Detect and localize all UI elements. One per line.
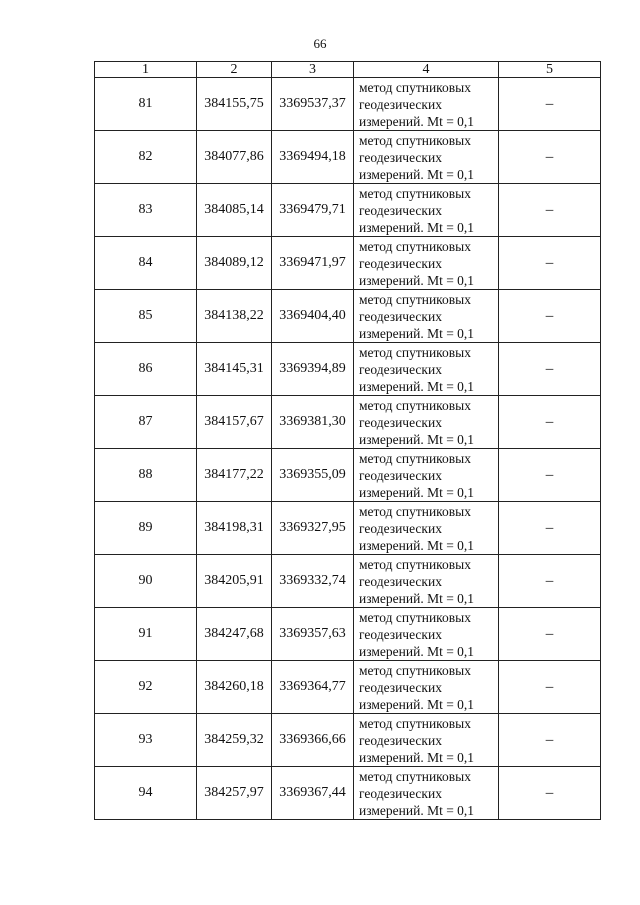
table-row bbox=[95, 502, 601, 555]
method-line: геодезических bbox=[359, 202, 442, 218]
column-5-cell: – bbox=[499, 661, 601, 714]
method-line: измерений. Mt = 0,1 bbox=[359, 484, 475, 500]
point-number-cell: 91 bbox=[95, 608, 197, 661]
y-coordinate-cell: 3369479,71 bbox=[272, 184, 354, 237]
method-cell bbox=[354, 661, 499, 714]
point-number-cell: 86 bbox=[95, 343, 197, 396]
method-cell bbox=[354, 237, 499, 290]
method-line: измерений. Mt = 0,1 bbox=[359, 166, 475, 182]
method-line: метод спутниковых bbox=[359, 715, 471, 731]
table-row bbox=[95, 184, 601, 237]
x-coordinate-cell: 384198,31 bbox=[197, 502, 272, 555]
x-coordinate-cell: 384260,18 bbox=[197, 661, 272, 714]
point-number-cell: 84 bbox=[95, 237, 197, 290]
column-5-cell: – bbox=[499, 290, 601, 343]
method-line: метод спутниковых bbox=[359, 344, 471, 360]
method-line: геодезических bbox=[359, 626, 442, 642]
header-col-3: 3 bbox=[272, 62, 354, 78]
method-line: измерений. Mt = 0,1 bbox=[359, 113, 475, 129]
method-cell bbox=[354, 396, 499, 449]
x-coordinate-cell: 384089,12 bbox=[197, 237, 272, 290]
x-coordinate-cell: 384157,67 bbox=[197, 396, 272, 449]
point-number-cell: 89 bbox=[95, 502, 197, 555]
method-cell bbox=[354, 78, 499, 131]
method-line: измерений. Mt = 0,1 bbox=[359, 802, 475, 818]
x-coordinate-cell: 384085,14 bbox=[197, 184, 272, 237]
x-coordinate-cell: 384138,22 bbox=[197, 290, 272, 343]
point-number-cell: 92 bbox=[95, 661, 197, 714]
method-line: метод спутниковых bbox=[359, 662, 471, 678]
y-coordinate-cell: 3369357,63 bbox=[272, 608, 354, 661]
header-row bbox=[95, 62, 601, 78]
x-coordinate-cell: 384247,68 bbox=[197, 608, 272, 661]
point-number-cell: 87 bbox=[95, 396, 197, 449]
method-line: метод спутниковых bbox=[359, 768, 471, 784]
header-col-1: 1 bbox=[95, 62, 197, 78]
method-line: измерений. Mt = 0,1 bbox=[359, 696, 475, 712]
y-coordinate-cell: 3369364,77 bbox=[272, 661, 354, 714]
column-5-cell: – bbox=[499, 131, 601, 184]
table-row bbox=[95, 343, 601, 396]
method-cell bbox=[354, 608, 499, 661]
header-col-5: 5 bbox=[499, 62, 601, 78]
method-line: измерений. Mt = 0,1 bbox=[359, 272, 475, 288]
y-coordinate-cell: 3369404,40 bbox=[272, 290, 354, 343]
method-line: измерений. Mt = 0,1 bbox=[359, 643, 475, 659]
column-5-cell: – bbox=[499, 184, 601, 237]
point-number-cell: 88 bbox=[95, 449, 197, 502]
point-number-cell: 85 bbox=[95, 290, 197, 343]
table-row bbox=[95, 714, 601, 767]
method-line: метод спутниковых bbox=[359, 79, 471, 95]
method-line: геодезических bbox=[359, 308, 442, 324]
table-header bbox=[95, 62, 601, 78]
y-coordinate-cell: 3369327,95 bbox=[272, 502, 354, 555]
method-line: геодезических bbox=[359, 255, 442, 271]
method-line: геодезических bbox=[359, 679, 442, 695]
y-coordinate-cell: 3369471,97 bbox=[272, 237, 354, 290]
method-line: метод спутниковых bbox=[359, 609, 471, 625]
method-line: измерений. Mt = 0,1 bbox=[359, 219, 475, 235]
method-line: измерений. Mt = 0,1 bbox=[359, 325, 475, 341]
method-line: метод спутниковых bbox=[359, 397, 471, 413]
method-line: метод спутниковых bbox=[359, 238, 471, 254]
method-line: метод спутниковых bbox=[359, 185, 471, 201]
method-line: измерений. Mt = 0,1 bbox=[359, 749, 475, 765]
method-line: метод спутниковых bbox=[359, 556, 471, 572]
table-row bbox=[95, 396, 601, 449]
table-row bbox=[95, 661, 601, 714]
method-line: измерений. Mt = 0,1 bbox=[359, 537, 475, 553]
column-5-cell: – bbox=[499, 237, 601, 290]
y-coordinate-cell: 3369394,89 bbox=[272, 343, 354, 396]
method-line: геодезических bbox=[359, 785, 442, 801]
point-number-cell: 93 bbox=[95, 714, 197, 767]
column-5-cell: – bbox=[499, 449, 601, 502]
method-cell bbox=[354, 131, 499, 184]
method-cell bbox=[354, 714, 499, 767]
method-cell bbox=[354, 502, 499, 555]
x-coordinate-cell: 384177,22 bbox=[197, 449, 272, 502]
method-cell bbox=[354, 449, 499, 502]
method-cell bbox=[354, 555, 499, 608]
method-cell bbox=[354, 343, 499, 396]
method-line: метод спутниковых bbox=[359, 503, 471, 519]
method-line: геодезических bbox=[359, 96, 442, 112]
method-line: геодезических bbox=[359, 361, 442, 377]
table-row bbox=[95, 237, 601, 290]
column-5-cell: – bbox=[499, 608, 601, 661]
method-line: метод спутниковых bbox=[359, 291, 471, 307]
column-5-cell: – bbox=[499, 396, 601, 449]
method-line: геодезических bbox=[359, 573, 442, 589]
header-col-2: 2 bbox=[197, 62, 272, 78]
x-coordinate-cell: 384155,75 bbox=[197, 78, 272, 131]
table-body bbox=[95, 78, 601, 820]
x-coordinate-cell: 384257,97 bbox=[197, 767, 272, 820]
header-col-4: 4 bbox=[354, 62, 499, 78]
point-number-cell: 94 bbox=[95, 767, 197, 820]
column-5-cell: – bbox=[499, 343, 601, 396]
table-row bbox=[95, 555, 601, 608]
x-coordinate-cell: 384145,31 bbox=[197, 343, 272, 396]
column-5-cell: – bbox=[499, 714, 601, 767]
y-coordinate-cell: 3369355,09 bbox=[272, 449, 354, 502]
method-line: геодезических bbox=[359, 414, 442, 430]
column-5-cell: – bbox=[499, 502, 601, 555]
method-cell bbox=[354, 290, 499, 343]
y-coordinate-cell: 3369537,37 bbox=[272, 78, 354, 131]
method-line: геодезических bbox=[359, 467, 442, 483]
table-row bbox=[95, 767, 601, 820]
method-line: геодезических bbox=[359, 732, 442, 748]
point-number-cell: 81 bbox=[95, 78, 197, 131]
point-number-cell: 82 bbox=[95, 131, 197, 184]
method-line: геодезических bbox=[359, 520, 442, 536]
coordinates-table bbox=[94, 61, 601, 820]
y-coordinate-cell: 3369366,66 bbox=[272, 714, 354, 767]
table-row bbox=[95, 608, 601, 661]
column-5-cell: – bbox=[499, 555, 601, 608]
method-cell bbox=[354, 184, 499, 237]
point-number-cell: 90 bbox=[95, 555, 197, 608]
column-5-cell: – bbox=[499, 78, 601, 131]
method-cell bbox=[354, 767, 499, 820]
x-coordinate-cell: 384077,86 bbox=[197, 131, 272, 184]
method-line: геодезических bbox=[359, 149, 442, 165]
method-line: измерений. Mt = 0,1 bbox=[359, 590, 475, 606]
method-line: метод спутниковых bbox=[359, 132, 471, 148]
y-coordinate-cell: 3369381,30 bbox=[272, 396, 354, 449]
method-line: метод спутниковых bbox=[359, 450, 471, 466]
method-line: измерений. Mt = 0,1 bbox=[359, 431, 475, 447]
table-row bbox=[95, 290, 601, 343]
table-row bbox=[95, 78, 601, 131]
point-number-cell: 83 bbox=[95, 184, 197, 237]
method-line: измерений. Mt = 0,1 bbox=[359, 378, 475, 394]
table-row bbox=[95, 449, 601, 502]
y-coordinate-cell: 3369332,74 bbox=[272, 555, 354, 608]
column-5-cell: – bbox=[499, 767, 601, 820]
x-coordinate-cell: 384259,32 bbox=[197, 714, 272, 767]
table-row bbox=[95, 131, 601, 184]
y-coordinate-cell: 3369494,18 bbox=[272, 131, 354, 184]
y-coordinate-cell: 3369367,44 bbox=[272, 767, 354, 820]
x-coordinate-cell: 384205,91 bbox=[197, 555, 272, 608]
page-number: 66 bbox=[313, 36, 327, 51]
